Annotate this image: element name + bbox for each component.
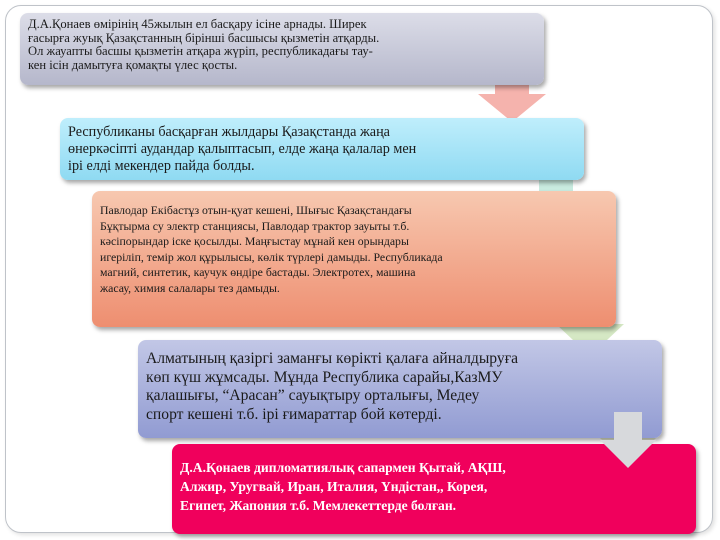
down-arrow-5: [600, 412, 656, 468]
step-3-line: жасау, химия салалары тез дамыды.: [100, 280, 280, 295]
step-box-4: [138, 340, 662, 438]
step-3-line: игеріліп, темір жол құрылысы, көлік түрлері дамыды. Республикада: [100, 249, 443, 264]
step-1-line: Д.А.Қонаев өмірінің 45жылын ел басқару ісіне арнады. Ширек: [28, 17, 367, 31]
step-box-1: [20, 13, 544, 85]
down-arrow-5-shape: [600, 412, 656, 468]
step-1-line: ғасырға жуық Қазақстанның бірінші басшысы қызметін атқарды.: [28, 30, 380, 45]
step-1-line: кен ісін дамытуға қомақты үлес қосты.: [28, 57, 238, 72]
step-3-line: кәсіпорындар іске қосылды. Маңғыстау мұнай кен орындары: [100, 234, 409, 248]
step-5-line: Д.А.Қонаев дипломатиялық сапармен Қытай, АҚШ,: [180, 460, 506, 475]
step-4-line: қалашығы, “Арасан” сауықтыру орталығы, Медеу: [146, 387, 480, 404]
step-3-line: магний, синтетик, каучук өндіре бастады. Электротех, машина: [100, 265, 416, 279]
step-2-line: Республиканы басқарған жылдары Қазақстанда жаңа: [68, 124, 390, 140]
step-box-2: [60, 118, 584, 180]
step-2-line: өнеркәсіпті аудандар қалыптасып, елде жаңа қалалар мен: [68, 141, 417, 157]
step-5-line: Алжир, Уругвай, Иран, Италия, Үндістан,, Корея,: [180, 479, 488, 494]
step-5-line: Египет, Жапония т.б. Мемлекеттерде болған.: [180, 498, 457, 513]
step-4-line: Алматының қазіргі заманғы көрікті қалаға айналдыруға: [146, 350, 519, 367]
step-3-line: Павлодар Екібастұз отын-қуат кешені, Шығыс Қазақстандағы: [100, 203, 412, 217]
step-2-line: ірі елді мекендер пайда болды.: [68, 158, 255, 174]
step-4-line: спорт кешені т.б. ірі ғимараттар бой көтерді.: [146, 405, 442, 423]
step-3-line: Бұқтырма су электр станциясы, Павлодар трактор зауыты т.б.: [100, 218, 410, 233]
step-4-line: көп күш жұмсады. Мұнда Республика сарайы,КазМУ: [146, 368, 503, 386]
step-box-3: [92, 191, 616, 327]
step-1-line: Ол жауапты басшы қызметін атқара жүріп, республикадағы тау-: [28, 44, 373, 58]
